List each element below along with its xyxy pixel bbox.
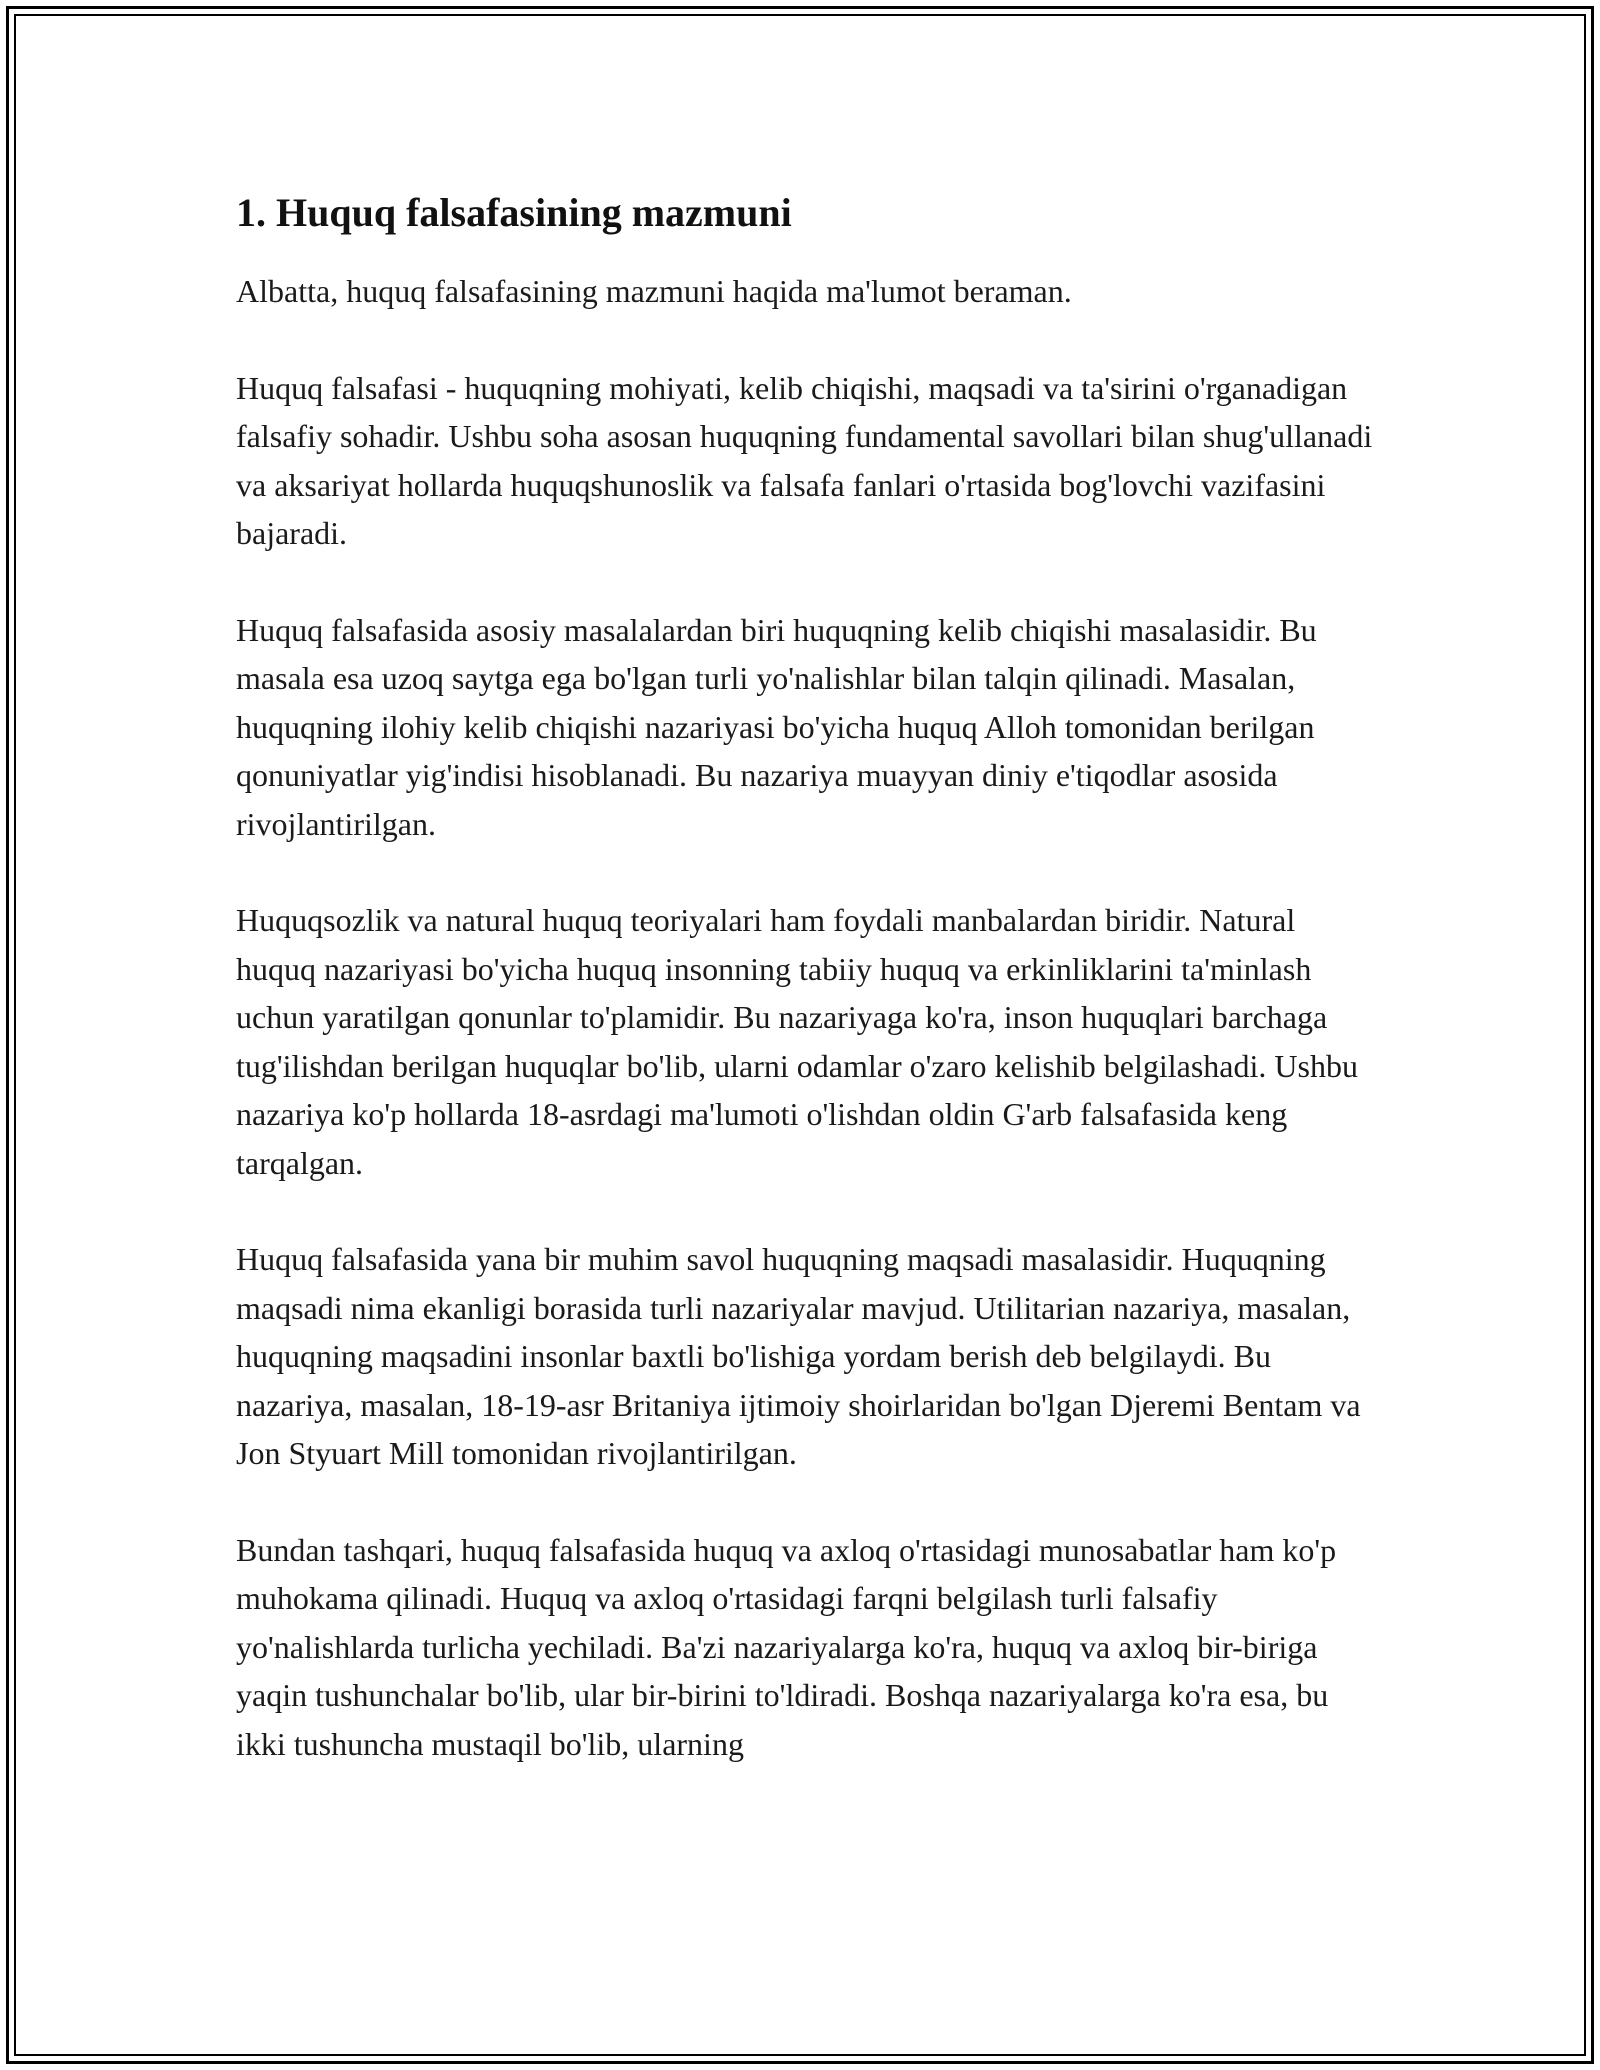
paragraph-natural-law: Huquqsozlik va natural huquq teoriyalari ham foydali manbalardan biridir. Natural huquq nazariyasi bo'yicha huquq insonning tabiiy huquq va erkinliklarini ta'minlash uchun yaratilgan qonunlar to'plamidir. Bu nazariyaga ko'ra, inson huquqlari barchaga tug'ilishdan berilgan huquqlar bo'lib, ularni odamlar o'zaro kelishib belgilashadi. Ushbu nazariya ko'p hollarda 18-asrdagi ma'lumoti o'lishdan oldin G'arb falsafasida keng tarqalgan.: [236, 902, 1358, 1181]
paragraph-origin: Huquq falsafasida asosiy masalalardan biri huquqning kelib chiqishi masalasidir. Bu masala esa uzoq saytga ega bo'lgan turli yo'nalishlar bilan talqin qilinadi. Masalan, huquqning ilohiy kelib chiqishi nazariyasi bo'yicha huquq Alloh tomonidan berilgan qonuniyatlar yig'indisi hisoblanadi. Bu nazariya muayyan diniy e'tiqodlar asosida rivojlantirilgan.: [236, 611, 1317, 842]
document-body: [236, 185, 1376, 1816]
paragraph-purpose: Huquq falsafasida yana bir muhim savol huquqning maqsadi masalasidir. Huquqning maqsadi nima ekanligi borasida turli nazariyalar mavjud. Utilitarian nazariya, masalan, huquqning maqsadini insonlar baxtli bo'lishiga yordam berish deb belgilaydi. Bu nazariya, masalan, 18-19-asr Britaniya ijtimoiy shoirlaridan bo'lgan Djeremi Bentam va Jon Styuart Mill tomonidan rivojlantirilgan.: [236, 1241, 1361, 1471]
section-heading: 1. Huquq falsafasining mazmuni: [236, 190, 792, 235]
paragraph-intro: Albatta, huquq falsafasining mazmuni haqida ma'lumot beraman.: [236, 273, 1072, 309]
paragraph-definition: Huquq falsafasi - huquqning mohiyati, kelib chiqishi, maqsadi va ta'sirini o'rganadigan falsafiy sohadir. Ushbu soha asosan huquqning fundamental savollari bilan shug'ullanadi va aksariyat hollarda huquqshunoslik va falsafa fanlari o'rtasida bog'lovchi vazifasini bajaradi.: [236, 369, 1373, 551]
paragraph-law-and-morality: Bundan tashqari, huquq falsafasida huquq va axloq o'rtasidagi munosabatlar ham ko'p muhokama qilinadi. Huquq va axloq o'rtasidagi farqni belgilash turli falsafiy yo'nalishlarda turlicha yechiladi. Ba'zi nazariyalarga ko'ra, huquq va axloq bir-biriga yaqin tushunchalar bo'lib, ular bir-birini to'ldiradi. Boshqa nazariyalarga ko'ra esa, bu ikki tushuncha mustaqil bo'lib, ularning: [236, 1531, 1337, 1762]
